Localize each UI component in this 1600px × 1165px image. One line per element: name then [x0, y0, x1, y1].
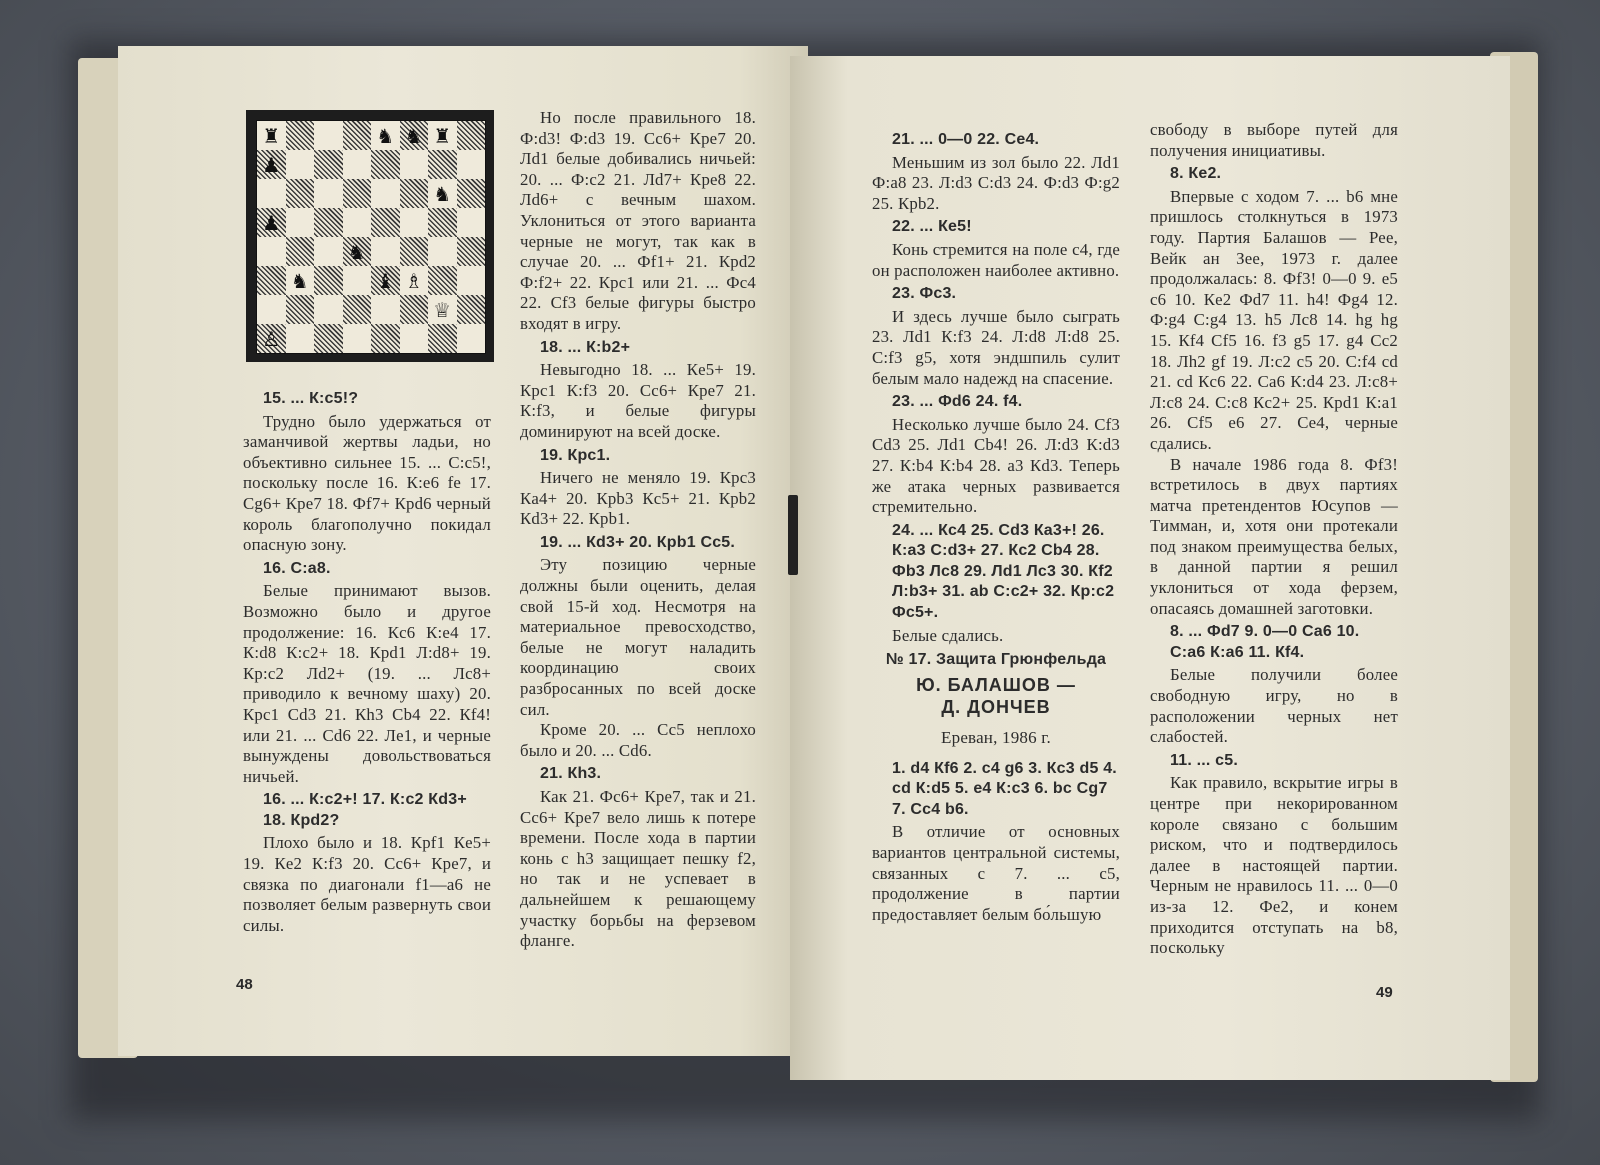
- chess-square: [400, 150, 429, 179]
- chess-square: [286, 237, 315, 266]
- paragraph: В отличие от основных вариантов центральной системы, связанных с 7. ... c5, продолжение в партии предоставляет белым бо́льшую: [872, 822, 1120, 924]
- game-venue: Ереван, 1986 г.: [941, 728, 1051, 748]
- move-line: 21. Кh3.: [540, 765, 602, 783]
- page-number-right: 49: [1376, 984, 1393, 1001]
- paragraph: Эту позицию черные должны были оценить, делая свой 15-й ход. Несмотря на материальное превосходство, белые не могут наладить координацию своих разбросанных по всей доске сил.: [520, 555, 756, 719]
- player-names: Ю. БАЛАШОВ —: [916, 674, 1076, 695]
- chess-square: [457, 150, 486, 179]
- chess-square: [457, 121, 486, 150]
- chess-square: [257, 266, 286, 295]
- paragraph: Меньшим из зол было 22. Лd1 Ф:a8 23. Л:d3 С:d3 24. Ф:d3 Ф:g2 25. Крb2.: [872, 152, 1120, 213]
- chess-piece-square: ♞: [286, 266, 315, 295]
- move-line: 21. ... 0—0 22. Сe4.: [892, 131, 1040, 148]
- chess-square: [457, 324, 486, 353]
- chess-diagram: [246, 110, 494, 362]
- chess-piece-square: ♗: [400, 266, 429, 295]
- paragraph: Несколько лучше было 24. Сf3 Сd3 25. Лd1 Сb4! 26. Л:d3 К:d3 27. К:b4 К:b4 28. a3 Кd3. Теперь же атака черных развивается стремительно.: [872, 414, 1120, 517]
- chess-square: [400, 179, 429, 208]
- paragraph: Впервые с ходом 7. ... b6 мне пришлось столкнуться в 1973 году. Партия Балашов — Рее, Вейк ан Зее, 1973 г. далее продолжалась: 8. Фf3! 0—0 9. e5 c6 10. Кe2 Фd7 11. h4! Фg4 12. Ф:g4 С:g4 13. h5 Лc8 14. hg hg 15. Кf4 Сf5 16. f3 g5 17. g4 Сc2 18. Лh2 gf 19. Л:c2 c5 20. С:f4 cd 21. cd Кc6 22. Сa6 К:d4 23. Л:c8+ Л:c8 24. С:c8 Кc2+ 25. Крd1 К:a1 26. Сf5 e6 27. Сe4, черные сдались.: [1150, 186, 1398, 453]
- chess-square: [314, 150, 343, 179]
- move-line: 1. d4 Кf6 2. c4 g6 3. Кc3 d5 4. cd К:d5 5. e4 К:c3 6. bc Сg7 7. Сc4 b6.: [892, 759, 1117, 818]
- right-page-column-1: [872, 127, 1120, 925]
- chess-piece-square: ♞: [428, 179, 457, 208]
- chess-square: [371, 237, 400, 266]
- chess-piece-square: ♞: [371, 121, 400, 150]
- paragraph: Но после правильного 18. Ф:d3! Ф:d3 19. Сc6+ Кре7 20. Лd1 белые добивались ничьей: 20. ... Ф:c2 21. Лd7+ Кре8 22. Лd6+ с вечным шахом. Уклониться от этого варианта черные не могут, так как в случае 20. ... Фf1+ 21. Крd2 Ф:f2+ 22. Крc1 или 21. ... Фc4 22. Сf3 белые фигуры быстро входят в игру.: [520, 108, 756, 333]
- left-page-column-2: [520, 108, 756, 952]
- chess-square: [457, 208, 486, 237]
- player-names: Д. ДОНЧЕВ: [941, 697, 1051, 718]
- chess-piece-square: ♙: [257, 324, 286, 353]
- paragraph: Кроме 20. ... Сc5 неплохо было и 20. ... Сd6.: [520, 720, 756, 760]
- chess-square: [343, 324, 372, 353]
- chess-square: [257, 179, 286, 208]
- move-line: 16. С:a8.: [263, 559, 331, 577]
- chess-square: [428, 237, 457, 266]
- paragraph: Трудно было удержаться от заманчивой жертвы ладьи, но объективно сильнее 15. ... С:c5!, поскольку после 16. К:e6 fe 17. Сg6+ Кре7 18. Фf7+ Крd6 черный король благополучно покидал опасную зону.: [243, 411, 491, 555]
- chess-square: [400, 208, 429, 237]
- chess-square: [314, 295, 343, 324]
- chess-piece-square: ♝: [371, 266, 400, 295]
- left-page-column-1: [243, 386, 491, 936]
- move-line: 22. ... Кe5!: [892, 218, 972, 236]
- paragraph: Невыгодно 18. ... Кe5+ 19. Крc1 К:f3 20. Сc6+ Кре7 21. К:f3, и белые фигуры доминируют на всей доске.: [520, 360, 756, 441]
- paragraph: Белые принимают вызов. Возможно было и другое продолжение: 16. Кc6 К:e4 17. К:d8 К:c2+ 18. Крd1 Л:d8+ 19. Кр:c2 Лd2+ (19. ... Лc8+ приводило к вечному шаху) 20. Крc1 Сd3 21. Кh3 Сb4 22. Кf4! или 21. ... Сd6 22. Лe1, и черные вынуждены довольствоваться ничьей.: [243, 581, 491, 786]
- paragraph: Конь стремится на поле c4, где он расположен наиболее активно.: [872, 239, 1120, 280]
- chess-square: [457, 179, 486, 208]
- chess-piece-square: ♜: [257, 121, 286, 150]
- chess-square: [371, 324, 400, 353]
- chess-square: [457, 237, 486, 266]
- chess-piece-square: ♜: [428, 121, 457, 150]
- chess-square: [343, 121, 372, 150]
- move-line: 19. ... Кd3+ 20. Крb1 Сc5.: [540, 533, 736, 551]
- chess-piece-square: ♕: [428, 295, 457, 324]
- chess-square: [343, 150, 372, 179]
- chess-square: [257, 237, 286, 266]
- move-line: 24. ... Кc4 25. Сd3 Кa3+! 26. К:a3 С:d3+ 27. Кc2 Сb4 28. Фb3 Лc8 29. Лd1 Лc3 30. Кf2 Л:b3+ 31. ab С:c2+ 32. Кр:c2 Фc5+.: [892, 521, 1115, 622]
- chess-square: [428, 266, 457, 295]
- paragraph: Белые сдались.: [892, 625, 1004, 645]
- paragraph: Плохо было и 18. Крf1 Кe5+ 19. Кe2 К:f3 20. Сc6+ Кре7, и связка по диагонали f1—a6 не позволяет белым развернуть свои силы.: [243, 833, 491, 935]
- paragraph: Белые получили более свободную игру, но в расположении черных нет слабостей.: [1150, 665, 1398, 747]
- chess-square: [371, 295, 400, 324]
- chess-square: [286, 208, 315, 237]
- move-line: 18. ... К:b2+: [540, 338, 631, 356]
- chess-square: [428, 150, 457, 179]
- move-line: 8. Кe2.: [1170, 165, 1222, 183]
- paragraph: В начале 1986 года 8. Фf3! встретилось в двух партиях матча претендентов Юсупов — Тимман, и, хотя они протекали под знаком преимущества белых, в данной партии я решил уклониться от хода ферзем, опасаясь домашней заготовки.: [1150, 454, 1398, 618]
- move-line: 15. ... К:c5!?: [263, 390, 359, 407]
- move-line: 16. ... К:c2+! 17. К:c2 Кd3+ 18. Крd2?: [263, 791, 467, 829]
- chess-square: [286, 150, 315, 179]
- chess-square: [286, 121, 315, 150]
- chess-piece-square: ♟: [257, 150, 286, 179]
- chess-square: [457, 295, 486, 324]
- chess-square: [343, 179, 372, 208]
- right-page-column-2: [1150, 120, 1398, 959]
- chess-square: [343, 208, 372, 237]
- paragraph: свободу в выборе путей для получения инициативы.: [1150, 120, 1398, 160]
- page-number-left: 48: [236, 976, 253, 993]
- chess-square: [286, 324, 315, 353]
- chess-square: [286, 179, 315, 208]
- chess-square: [314, 208, 343, 237]
- chess-piece-square: ♞: [400, 121, 429, 150]
- chess-square: [371, 208, 400, 237]
- move-line: 19. Крc1.: [540, 446, 611, 464]
- chess-square: [314, 237, 343, 266]
- paragraph: И здесь лучше было сыграть 23. Лd1 К:f3 24. Л:d8 Л:d8 25. С:f3 g5, хотя эндшпиль сулит белым мало надежд на спасение.: [872, 306, 1120, 388]
- chess-square: [400, 237, 429, 266]
- chess-square: [457, 266, 486, 295]
- chess-square: [400, 324, 429, 353]
- spine-binding: [788, 495, 798, 575]
- chess-square: [428, 324, 457, 353]
- chess-square: [343, 295, 372, 324]
- paragraph: Ничего не меняло 19. Крc3 Кa4+ 20. Крb3 Кc5+ 21. Крb2 Кd3+ 22. Крb1.: [520, 468, 756, 529]
- move-line: 8. ... Фd7 9. 0—0 Сa6 10. С:a6 К:a6 11. Кf4.: [1170, 623, 1360, 661]
- chess-square: [371, 179, 400, 208]
- paragraph: Как правило, вскрытие игры в центре при некорированном короле связано с большим риском, что и подтвердилось далее в настоящей партии. Черным не нравилось 11. ... 0—0 из-за 12. Фe2, и конем приходится отступать на b8, поскольку: [1150, 773, 1398, 958]
- chess-square: [286, 295, 315, 324]
- move-line: 11. ... c5.: [1170, 751, 1239, 769]
- chess-square: [314, 121, 343, 150]
- chess-piece-square: ♟: [257, 208, 286, 237]
- move-line: 23. Фc3.: [892, 285, 957, 303]
- chess-square: [257, 295, 286, 324]
- chess-piece-square: ♞: [343, 237, 372, 266]
- paragraph: Как 21. Фc6+ Кре7, так и 21. Сc6+ Кре7 вело лишь к потере времени. После хода в партии конь с h3 защищает пешку f2, но так и не успевает в дальнейшем к решающему участку борьбы на ферзевом фланге.: [520, 787, 756, 951]
- chess-square: [314, 266, 343, 295]
- chess-square: [314, 324, 343, 353]
- chess-square: [314, 179, 343, 208]
- chess-square: [343, 266, 372, 295]
- chess-square: [428, 208, 457, 237]
- chess-square: [400, 295, 429, 324]
- move-line: 23. ... Фd6 24. f4.: [892, 393, 1023, 411]
- chess-square: [371, 150, 400, 179]
- game-heading: № 17. Защита Грюнфельда: [885, 651, 1107, 669]
- chess-board-grid: [256, 120, 486, 354]
